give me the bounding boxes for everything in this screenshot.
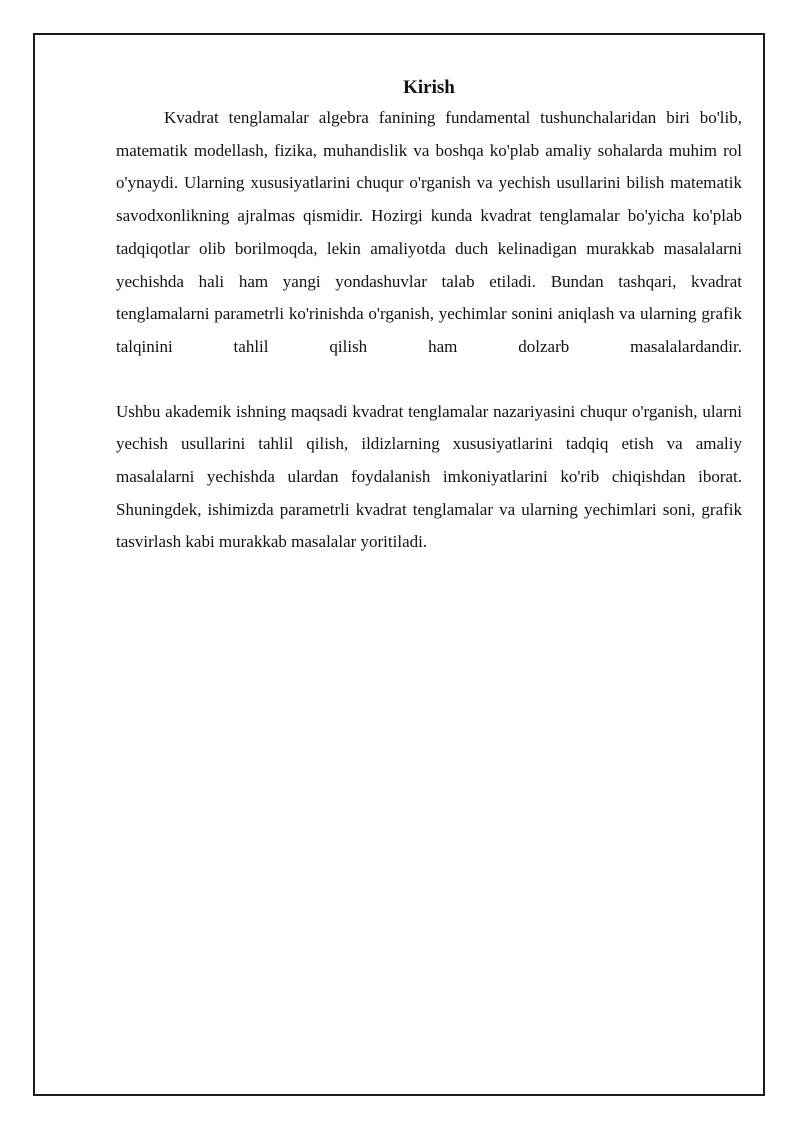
paragraph-goal: Ushbu akademik ishning maqsadi kvadrat tenglamalar nazariyasini chuqur o'rganish, ularni yechish usullarini tahlil qilish, ildizlarning xususiyatlarini tadqiq etish va amaliy masalalarni yechishda ulardan foydalanish imkoniyatlarini ko'rib chiqishdan iborat. Shuningdek, ishimizda parametrli kvadrat tenglamalar va ularning yechimlari soni, grafik tasvirlash kabi murakkab masalalar yoritiladi. (116, 401, 742, 552)
paragraph-intro: Kvadrat tenglamalar algebra fanining fundamental tushunchalaridan biri bo'lib, matematik modellash, fizika, muhandislik va boshqa ko'plab amaliy sohalarda muhim rol o'ynaydi. Ularning xususiyatlarini chuqur o'rganish va yechish usullarini bilish matematik savodxonlikning ajralmas qismidir. Hozirgi kunda kvadrat tenglamalar bo'yicha ko'plab tadqiqotlar olib borilmoqda, lekin amaliyotda duch kelinadigan murakkab masalalarni yechishda hali ham yangi yondashuvlar talab etiladi. Bundan tashqari, kvadrat tenglamalarni parametrli ko'rinishda o'rganish, yechimlar sonini aniqlash va ularning grafik talqinini tahlil qilish ham dolzarb masalalardandir. (116, 108, 742, 356)
section-title: Kirish (403, 77, 455, 98)
paragraph-gap (116, 364, 742, 396)
document-body (116, 74, 742, 559)
